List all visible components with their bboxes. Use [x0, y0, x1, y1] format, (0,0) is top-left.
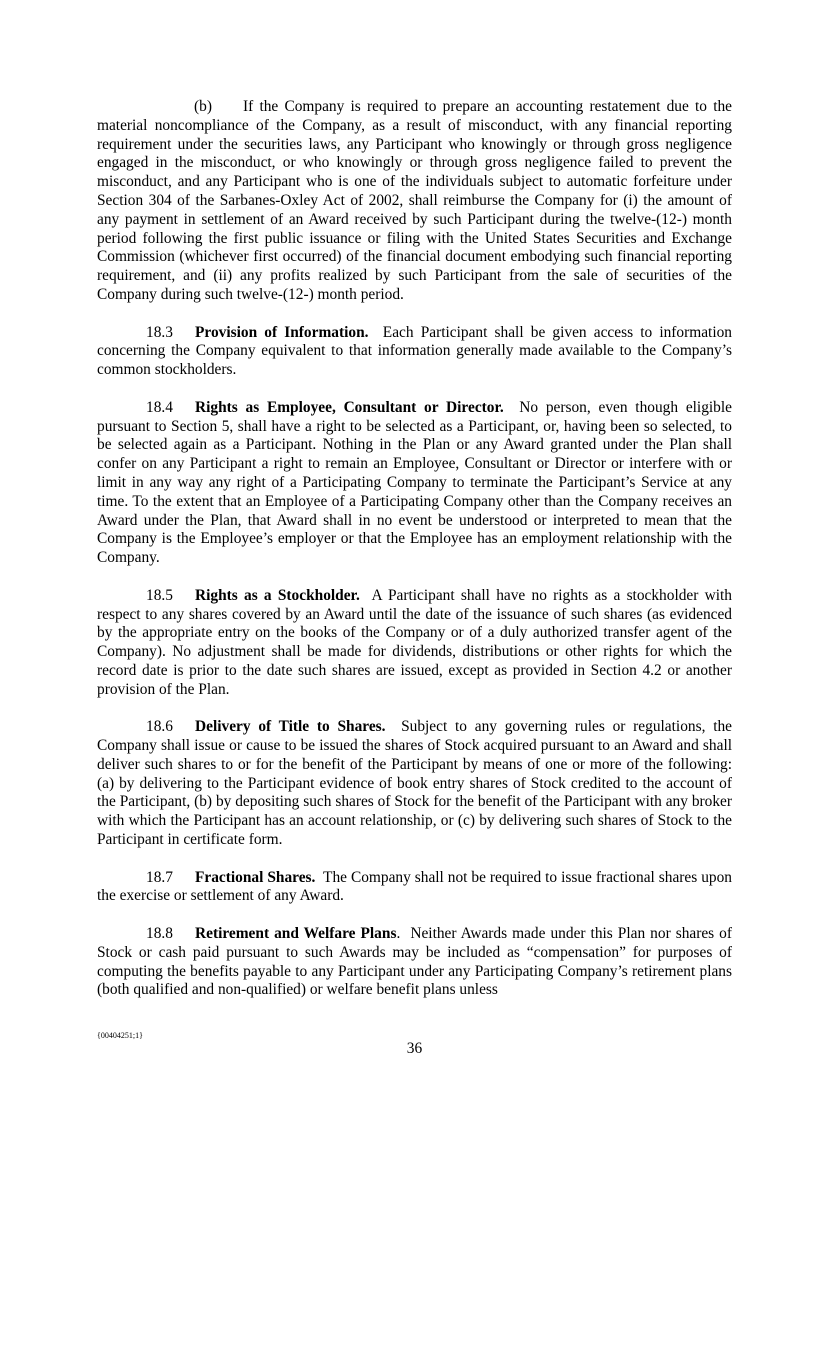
section-text: A Participant shall have no rights as a stockholder with respect to any shares covered by an Award until the date of the issuance of such shares (as evidenced by the appropriate entry on the books of the Company or of a duly authorized transfer agent of the Company). No adjustment shall be made for dividends, distributions or other rights for which the record date is prior to the date such shares are issued, except as provided in Section 4.2 or another provision of the Plan.	[97, 586, 732, 698]
document-page	[97, 98, 732, 1019]
section-18-8	[97, 925, 732, 1000]
section-text: The Company shall not be required to issue fractional shares upon the exercise or settlement of any Award.	[97, 868, 732, 905]
document-id: {00404251;1}	[97, 1031, 143, 1040]
paragraph-label: (b)	[194, 98, 212, 115]
section-heading: Fractional Shares.	[195, 868, 316, 886]
section-heading: Provision of Information.	[195, 323, 369, 341]
section-number: 18.4	[146, 398, 173, 416]
section-number: 18.7	[146, 868, 173, 886]
page-number: 36	[406, 1040, 423, 1057]
section-number: 18.3	[146, 323, 173, 341]
section-number: 18.5	[146, 586, 173, 604]
section-number: 18.6	[146, 718, 173, 736]
section-heading: Rights as a Stockholder.	[195, 586, 360, 604]
section-text: Neither Awards made under this Plan nor shares of Stock or cash paid pursuant to such Awards may be included as “compensation” for purposes of computing the benefits payable to any Participant under any Participating Company’s retirement plans (both qualified and non-qualified) or welfare benefit plans unless	[97, 925, 733, 999]
section-18-6	[97, 718, 732, 850]
section-18-4	[97, 399, 732, 568]
section-18-3	[97, 324, 732, 380]
section-text: Each Participant shall be given access to information concerning the Company equivalent to that information generally made available to the Company’s common stockholders.	[97, 323, 732, 379]
paragraph-text: If the Company is required to prepare an accounting restatement due to the material noncompliance of the Company, as a result of misconduct, with any financial reporting requirement under the securities laws, any Participant who knowingly or through gross negligence engaged in the misconduct, or who knowingly or through gross negligence failed to prevent the misconduct, and any Participant who is one of the individuals subject to automatic forfeiture under Section 304 of the Sarbanes-Oxley Act of 2002, shall reimburse the Company for (i) the amount of any payment in settlement of an Award received by such Participant during the twelve-(12-) month period following the first public issuance or filing with the United States Securities and Exchange Commission (whichever first occurred) of the financial document embodying such financial reporting requirement, and (ii) any profits realized by such Participant from the sale of securities of the Company during such twelve-(12-) month period.	[97, 98, 732, 303]
section-number: 18.8	[146, 925, 173, 943]
section-18-7	[97, 869, 732, 907]
section-heading: Rights as Employee, Consultant or Director.	[195, 398, 504, 416]
paragraph-b	[97, 98, 732, 305]
section-text: No person, even though eligible pursuant to Section 5, shall have a right to be selected as a Participant, or, having been so selected, to be selected again as a Participant. Nothing in the Plan or any Award granted under the Plan shall confer on any Participant a right to remain an Employee, Consultant or Director or interfere with or limit in any way any right of a Participating Company to terminate the Participant’s Service at any time. To the extent that an Employee of a Participating Company other than the Company receives an Award under the Plan, that Award shall in no event be understood or interpreted to mean that the Company is the Employee’s employer or that the Employee has an employment relationship with the Company.	[97, 398, 732, 567]
section-heading: Delivery of Title to Shares.	[195, 718, 386, 736]
section-text: Subject to any governing rules or regulations, the Company shall issue or cause to be issued the shares of Stock acquired pursuant to an Award and shall deliver such shares to or for the benefit of the Participant by means of one or more of the following: (a) by delivering to the Participant evidence of book entry shares of Stock credited to the account of the Participant, (b) by depositing such shares of Stock for the benefit of the Participant with any broker with which the Participant has an account relationship, or (c) by delivering such shares of Stock to the Participant in certificate form.	[97, 718, 732, 849]
section-heading: Retirement and Welfare Plans	[195, 925, 397, 943]
section-heading-suffix: .	[396, 925, 401, 943]
section-18-5	[97, 587, 732, 700]
